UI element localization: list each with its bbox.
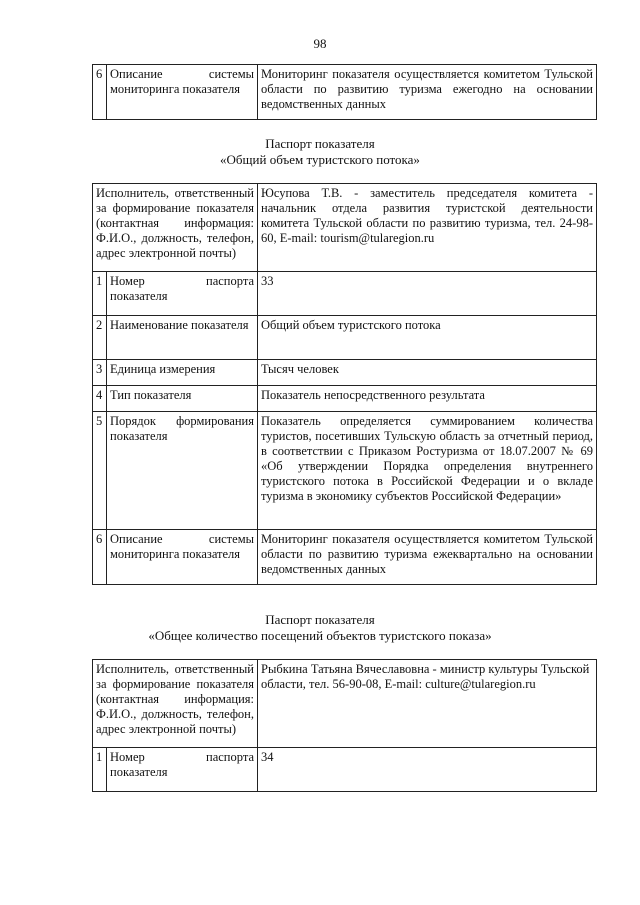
passport2-subtitle: «Общее количество посещений объектов туристского показа» <box>148 628 492 643</box>
passport2-table <box>92 659 597 792</box>
row-name: Номер паспорта показателя <box>107 272 258 316</box>
row-number: 3 <box>93 360 107 386</box>
row-name: Номер паспорта показателя <box>107 748 258 792</box>
page-number: 98 <box>313 36 327 51</box>
table-row <box>93 412 597 530</box>
row-name: Единица измерения <box>107 360 258 386</box>
table-row <box>93 360 597 386</box>
row-value: Мониторинг показателя осуществляется комитетом Тульской области по развитию туризма ежеквартально на основании ведомственных данных <box>258 530 597 585</box>
row-number: 6 <box>93 530 107 585</box>
row-name: Порядок формирования показателя <box>107 412 258 530</box>
row-number: 4 <box>93 386 107 412</box>
table-row <box>93 748 597 792</box>
row-value: Показатель непосредственного результата <box>258 386 597 412</box>
row-name: Описание системы мониторинга показателя <box>107 65 258 120</box>
row-number: 2 <box>93 316 107 360</box>
row-name: Тип показателя <box>107 386 258 412</box>
row-number: 5 <box>93 412 107 530</box>
table-row <box>93 316 597 360</box>
row-number: 1 <box>93 748 107 792</box>
executor-row <box>93 184 597 272</box>
row-value: Тысяч человек <box>258 360 597 386</box>
row-value: Общий объем туристского потока <box>258 316 597 360</box>
row-name: Наименование показателя <box>107 316 258 360</box>
passport2-title: Паспорт показателя <box>265 612 375 627</box>
executor-label: Исполнитель, ответственный за формирование показателя (контактная информация: Ф.И.О., должность, телефон, адрес электронной почты) <box>93 660 258 748</box>
executor-value: Рыбкина Татьяна Вячеславовна - министр культуры Тульской области, тел. 56-90-08, E-mail: culture@tularegion.ru <box>258 660 597 748</box>
table-row <box>93 530 597 585</box>
top-table <box>92 64 597 120</box>
passport1-title: Паспорт показателя <box>265 136 375 151</box>
table-row <box>93 65 597 120</box>
passport1-table <box>92 183 597 585</box>
row-value: Мониторинг показателя осуществляется комитетом Тульской области по развитию туризма ежегодно на основании ведомственных данных <box>258 65 597 120</box>
passport1-subtitle: «Общий объем туристского потока» <box>220 152 420 167</box>
executor-row <box>93 660 597 748</box>
row-name: Описание системы мониторинга показателя <box>107 530 258 585</box>
row-number: 1 <box>93 272 107 316</box>
row-value: 33 <box>258 272 597 316</box>
table-row <box>93 272 597 316</box>
row-value: Показатель определяется суммированием количества туристов, посетивших Тульскую область за отчетный период, в соответствии с Приказом Ростуризма от 18.07.2007 № 69 «Об утверждении Порядка определения внутреннего туристского потока в Российской Федерации и о вкладе туризма в экономику субъектов Российской Федерации» <box>258 412 597 530</box>
executor-value: Юсупова Т.В. - заместитель председателя комитета - начальник отдела развития туристской деятельности комитета Тульской области по развитию туризма, тел. 24-98-60, E-mail: tourism@tularegion.ru <box>258 184 597 272</box>
executor-label: Исполнитель, ответственный за формирование показателя (контактная информация: Ф.И.О., должность, телефон, адрес электронной почты) <box>93 184 258 272</box>
table-row <box>93 386 597 412</box>
row-value: 34 <box>258 748 597 792</box>
row-number: 6 <box>93 65 107 120</box>
